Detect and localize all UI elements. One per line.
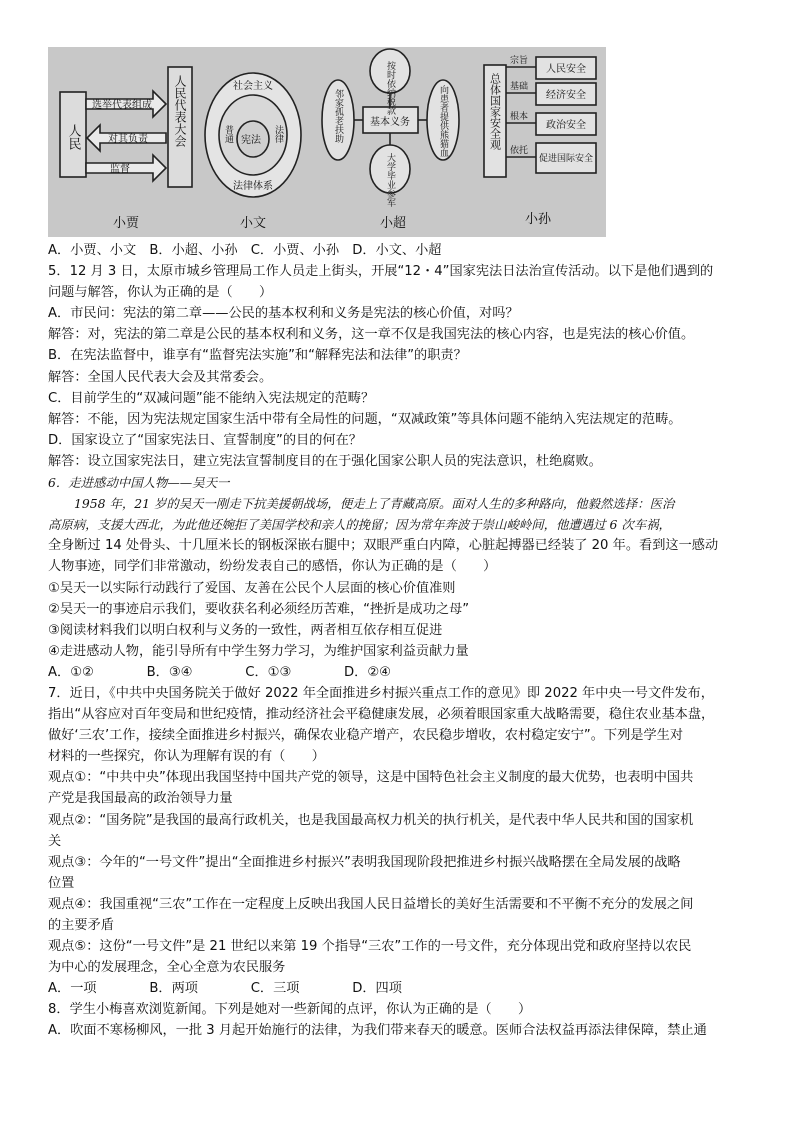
q7-stem-2: 指出“从容应对百年变局和世纪疫情，推动经济社会平稳健康发展，必须着眼国家重大战略需要，稳住农业基本盘， [48,707,715,723]
caption-jia: 小贾 [112,216,140,231]
wen-inner-right: 法律 [273,125,283,143]
diagram-photo [48,47,606,237]
wen-inner-left: 普通 [223,125,233,143]
jia-arrow-2: 对其负责 [108,134,148,145]
wen-inner-center: 宪法 [241,135,261,146]
q7-view-2: 观点②：“国务院”是我国的最高行政机关，也是我国最高权力机关的执行机关，是代表中华人民共和国的国家机 [48,812,694,828]
q6-item-3: ③阅读材料我们以明白权利与义务的一致性，两者相互依存相互促进 [48,622,443,638]
chao-center: 基本义务 [370,117,410,128]
q5-option-d: D．国家设立了“国家宪法日、宣誓制度”的目的何在？ [48,432,362,448]
chao-left: 邻家孤老扶助 [333,89,343,143]
jia-right-box: 人民代表大会 [173,75,187,147]
q5-answer-b: 解答：全国人民代表大会及其常委会。 [48,369,273,385]
q7-stem-1: 7．近日，《中共中央国务院关于做好 2022 年全面推进乡村振兴重点工作的意见》即 2022 年中央一号文件发布， [48,685,714,701]
q5-option-a: A．市民问：宪法的第二章——公民的基本权利和义务是宪法的核心价值，对吗？ [48,306,519,322]
q8-option-a: A．吹面不寒杨柳风，一批 3 月起开始施行的法律，为我们带来春天的暖意。医师合法权益再添法律保障，禁止通 [48,1023,707,1039]
q7-view-1: 观点①：“中共中央”体现出我国坚持中国共产党的领导，这是中国特色社会主义制度的最大优势，也表明中国共 [48,770,694,786]
q7-view-5-cont: 为中心的发展理念，全心全意为农民服务 [48,960,286,976]
caption-chao: 小超 [379,216,407,231]
sun-box-1: 人民安全 [546,64,586,75]
q7-view-2-cont: 关 [48,833,62,849]
q5-answer-d: 解答：设立国家宪法日，建立宪法宣誓制度目的在于强化国家公职人员的宪法意识，杜绝腐败。 [48,453,602,469]
wen-outer-bottom: 法律体系 [233,181,273,192]
q5-answer-c: 解答：不能，因为宪法规定国家生活中带有全局性的问题，“双减政策”等具体问题不能纳入宪法规定的范畴。 [48,411,682,427]
sun-label-2: 基础 [510,82,529,92]
question-text [48,240,758,1042]
q7-stem-3: 做好‘三农’工作，接续全面推进乡村振兴，确保农业稳产增产，农民稳步增收，农村稳定安宁”。下列是学生对 [48,728,684,744]
sun-box-2: 经济安全 [546,90,586,101]
q5-option-b: B．在宪法监督中，谁享有“监督宪法实施”和“解释宪法和法律”的职责？ [48,348,467,364]
q7-view-4: 观点④：我国重视“三农”工作在一定程度上反映出我国人民日益增长的美好生活需要和不平衡不充分的发展之间 [48,896,694,912]
sun-box-3: 政治安全 [546,120,586,131]
q6-material-1: 1958 年，21 岁的吴天一刚走下抗美援朝战场，便走上了青藏高原。面对人生的多种路向，他毅然选择：医治 [74,496,675,512]
q7-view-1-cont: 产党是我国最高的政治领导力量 [48,791,233,807]
chao-top: 按时依纳税款 [385,61,395,115]
q8-stem: 8．学生小梅喜欢浏览新闻。下列是她对一些新闻的点评，你认为正确的是（ ） [48,1002,532,1018]
jia-arrow-1: 选举代表组成 [92,100,152,111]
q7-stem-4: 材料的一些探究，你认为理解有误的有（ ） [48,749,325,765]
sun-label-4: 依托 [510,146,529,156]
q6-item-1: ①吴天一以实际行动践行了爱国、友善在公民个人层面的核心价值准则 [48,580,456,596]
q6-item-2: ②吴天一的事迹启示我们，要收获名利必须经历苦难，“挫折是成功之母” [48,601,470,617]
diagram-svg [48,47,606,237]
q7-view-5: 观点⑤：这份“一号文件”是 21 世纪以来第 19 个指导“三农”工作的一号文件，充分体现出党和政府坚持以农民 [48,939,692,955]
q5-answer-a: 解答：对，宪法的第二章是公民的基本权利和义务，这一章不仅是我国宪法的核心内容，也是宪法的核心价值。 [48,327,695,343]
sun-left: 总体国家安全观 [488,73,502,150]
q7-view-4-cont: 的主要矛盾 [48,918,114,933]
wen-diagram [205,73,301,197]
chao-right: 向患者提供熊猫血 [438,85,448,157]
q7-options: A．一项 B．两项 C．三项 D．四项 [48,981,402,997]
q6-item-4: ④走进感动人物，能引导所有中学生努力学习，为维护国家利益贡献力量 [48,643,469,659]
jia-arrow-3: 监督 [110,164,130,175]
sun-label-3: 根本 [510,112,529,122]
q4-options: A．小贾、小文 B．小超、小孙 C．小贾、小孙 D．小文、小超 [48,243,442,258]
q6-title: 6．走进感动中国人物——吴天一 [48,475,230,491]
sun-diagram [484,54,596,177]
caption-wen: 小文 [239,216,267,231]
q5-stem-cont: 问题与解答，你认为正确的是（ ） [48,285,273,301]
sun-label-1: 宗旨 [510,56,529,66]
caption-sun: 小孙 [524,212,552,227]
q6-stem: 人物事迹，同学们非常激动，纷纷发表自己的感悟，你认为正确的是（ ） [48,559,497,575]
q7-view-3-cont: 位置 [48,875,75,891]
q6-material-3: 全身断过 14 处骨头、十几厘米长的钢板深嵌右腿中；双眼严重白内障，心脏起搏器已经装了 20 年。看到这一感动 [48,538,719,554]
jia-left-box: 人民 [65,124,81,150]
q6-material-2: 高原病，支援大西北，为此他还婉拒了美国学校和亲人的挽留；因为常年奔波于崇山峻岭间，他遭遇过 6 次车祸， [48,517,671,533]
sun-box-4: 促进国际安全 [538,154,594,164]
q7-view-3: 观点③：今年的“一号文件”提出“全面推进乡村振兴”表明我国现阶段把推进乡村振兴战略摆在全局发展的战略 [48,854,681,870]
wen-outer-top: 社会主义 [233,81,273,92]
chao-bottom: 大学毕业参军 [385,153,395,207]
q5-stem: 5．12 月 3 日，太原市城乡管理局工作人员走上街头，开展“12・4”国家宪法日法治宣传活动。以下是他们遇到的 [48,264,714,280]
q5-option-c: C．目前学生的“双减问题”能不能纳入宪法规定的范畴？ [48,390,375,406]
q6-options: A．①② B．③④ C．①③ D．②④ [48,664,392,680]
